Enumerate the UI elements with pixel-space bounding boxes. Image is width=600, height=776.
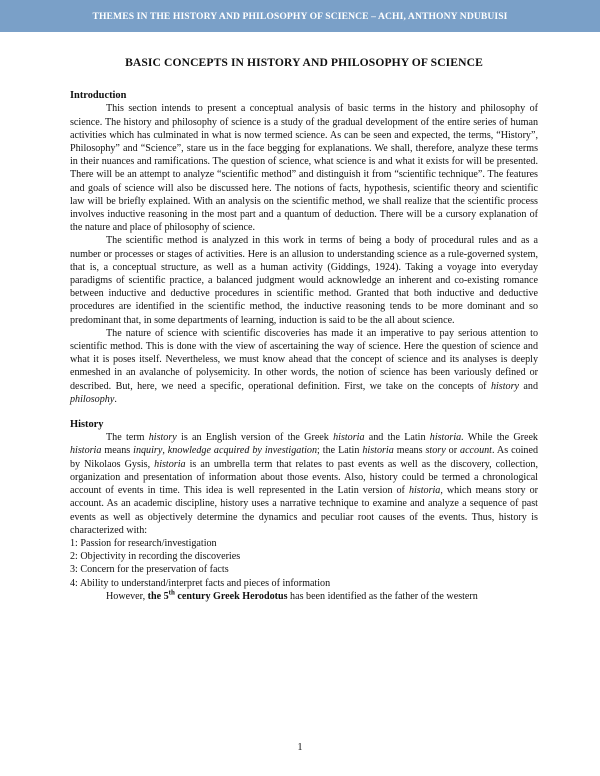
emphasis: historia — [154, 458, 186, 470]
text-run: The nature of science with scientific discoveries has made it an imperative to pay serious attention to scientific method. This is done with the view of ascertaining the way of science. Here the question of science and what it is poses itself. Nevertheless, we must know ahead that the concept of science and its analyses is deeply enmeshed in an avalanche of polysemicity. In other words, the notion of science has been variously defined or described. But, here, we need a specific, operational definition. First, we take on the concepts of — [70, 327, 538, 392]
text-run: means — [101, 445, 134, 457]
list-item: 3: Concern for the preservation of facts — [70, 564, 229, 576]
text-run: , — [162, 445, 168, 457]
list-item: 4: Ability to understand/interpret facts and pieces of information — [70, 577, 331, 589]
emphasis: philosophy — [70, 393, 115, 405]
history-characteristics-list — [70, 537, 538, 590]
text-run: . As coined by Nikolaos Gysis, — [70, 445, 538, 470]
section-heading-history: History — [70, 419, 104, 431]
emphasis: inquiry — [133, 445, 163, 457]
emphasis: historia. — [429, 432, 464, 444]
text-run: While the Greek — [463, 432, 538, 444]
text-run: ; the Latin — [317, 445, 363, 457]
history-paragraph-2 — [70, 590, 538, 603]
text-run: is an umbrella term that relates to past events as well as the discovery, collection, organization and presentation of information about those events. Also, history could be termed a chronological account of events in time. This idea is well represented in the Latin version of — [70, 458, 538, 497]
bold-text: the 5 — [147, 590, 169, 602]
list-item: 2: Objectivity in recording the discoveries — [70, 551, 241, 563]
superscript: th — [168, 588, 175, 597]
text-run: However, — [106, 590, 148, 602]
document-title: BASIC CONCEPTS IN HISTORY AND PHILOSOPHY OF SCIENCE — [125, 56, 483, 69]
emphasis: historia — [70, 445, 102, 457]
running-header — [0, 0, 600, 32]
text-run: , which means story or account. As an academic discipline, history uses a narrative technique to examine and analyze a sequence of past events as well as objectively determine the dynamics and peculiar root causes of the events. Thus, history is characterized with: — [70, 485, 538, 536]
emphasis: historia — [408, 485, 441, 497]
spacer — [70, 406, 538, 418]
text-run: is an English version of the Greek — [176, 432, 334, 444]
text-run: The term — [106, 432, 149, 444]
page-content — [70, 56, 538, 603]
running-header-title: THEMES IN THE HISTORY AND PHILOSOPHY OF SCIENCE – ACHI, ANTHONY NDUBUISI — [92, 10, 508, 22]
text-run: means — [393, 445, 426, 457]
emphasis: historia — [362, 445, 394, 457]
intro-paragraph-3 — [70, 327, 538, 406]
text-run: . — [114, 393, 117, 405]
emphasis: knowledge acquired by investigation — [167, 445, 318, 457]
intro-paragraph-2: The scientific method is analyzed in this work in terms of being a body of procedural rules and as a number or processes or stages of activities. Here is an allusion to understanding science as a rule-governed system, that is, a conceptual structure, as well as a human activity (Giddings, 1924). Taking a voyage into everyday paradigms of scientific practice, a balanced judgment would acknowledge an inherent and co-existing romance between inductive and deductive procedures in scientific method. Granted that both inductive and deductive procedures are identified in the scientific method, the inductive reasoning tends to be more dominant and so predominant that, in some departments of learning, induction is said to be the all about science. — [70, 235, 538, 326]
emphasis: story — [425, 445, 446, 457]
list-item: 1: Passion for research/investigation — [70, 537, 217, 549]
text-run: and — [519, 380, 538, 392]
emphasis: history — [148, 432, 177, 444]
emphasis: historia — [333, 432, 365, 444]
page-number: 1 — [297, 742, 303, 753]
text-run: and the Latin — [364, 432, 430, 444]
section-heading-introduction: Introduction — [70, 90, 127, 102]
text-run: or — [445, 445, 461, 457]
intro-paragraph-1: This section intends to present a conceptual analysis of basic terms in the history and philosophy of science. The history and philosophy of science is a study of the gradual development of the entire series of human activities which has culminated in what is now termed science. As can be seen and expected, the terms, “History”, Philosophy” and “Science”, stare us in the face begging for explanations. We shall, therefore, analyze these terms in their nuances and ramifications. The question of science, what science is and what it exists for will be presented. There will be an attempt to analyze “scientific method” and distinguish it from “scientific technique”. The features and goals of science will also be discussed here. The notions of facts, hypothesis, scientific theory and scientific law will be briefly explained. With an analysis on the scientific method, we shall realize that the scientific process involves inductive reasoning in the most part and a quantum of deduction. There will be a cursory explanation of the nature and place of philosophy of science. — [70, 103, 538, 234]
text-run: has been identified as the father of the western — [287, 590, 478, 602]
history-paragraph-1 — [70, 431, 538, 537]
emphasis: account — [460, 445, 492, 457]
emphasis: history — [490, 380, 519, 392]
bold-text: century Greek Herodotus — [174, 590, 288, 602]
